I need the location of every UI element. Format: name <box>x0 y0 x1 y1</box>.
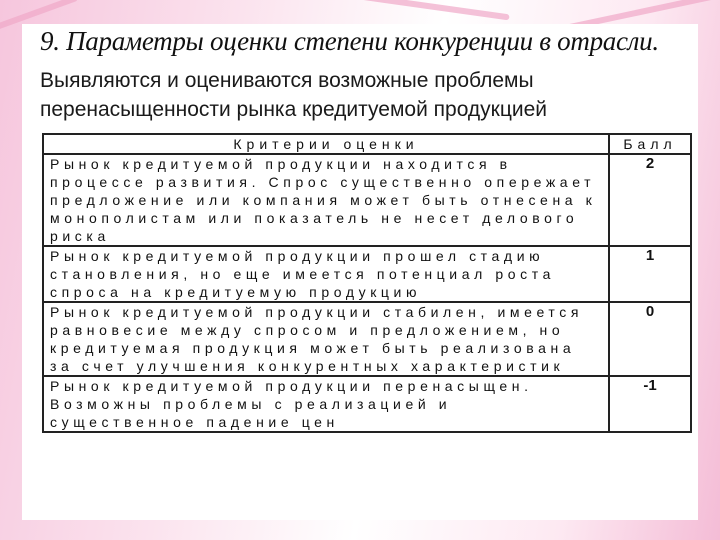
table-row <box>43 246 691 302</box>
criterion-cell: Рынок кредитуемой продукции стабилен, имеется равновесие между спросом и предложением, но кредитуемая продукция может быть реализована за счет улучшения конкурентных характеристик <box>43 302 609 376</box>
header-score: Балл <box>609 134 691 154</box>
score-cell: -1 <box>609 376 691 432</box>
score-cell: 0 <box>609 302 691 376</box>
table-header-row <box>43 134 691 154</box>
table-row <box>43 302 691 376</box>
slide-title: 9. Параметры оценки степени конкуренции в отрасли. <box>40 26 659 56</box>
decor-ribbon <box>360 0 509 20</box>
header-criteria: Критерии оценки <box>43 134 609 154</box>
table-row <box>43 154 691 246</box>
slide-subtitle: Выявляются и оцениваются возможные проблемы перенасыщенности рынка кредитуемой продукцией <box>40 69 548 121</box>
criterion-cell: Рынок кредитуемой продукции находится в процессе развития. Спрос существенно опережает предложение или компания может быть отнесена к монополистам или показатель не несет делового риска <box>43 154 609 246</box>
criterion-cell: Рынок кредитуемой продукции прошел стадию становления, но еще имеется потенциал роста спроса на кредитуемую продукцию <box>43 246 609 302</box>
score-cell: 2 <box>609 154 691 246</box>
slide-content <box>22 24 698 520</box>
criteria-table <box>42 133 692 433</box>
table-row <box>43 376 691 432</box>
criterion-cell: Рынок кредитуемой продукции перенасыщен. Возможны проблемы с реализацией и существенное падение цен <box>43 376 609 432</box>
score-cell: 1 <box>609 246 691 302</box>
